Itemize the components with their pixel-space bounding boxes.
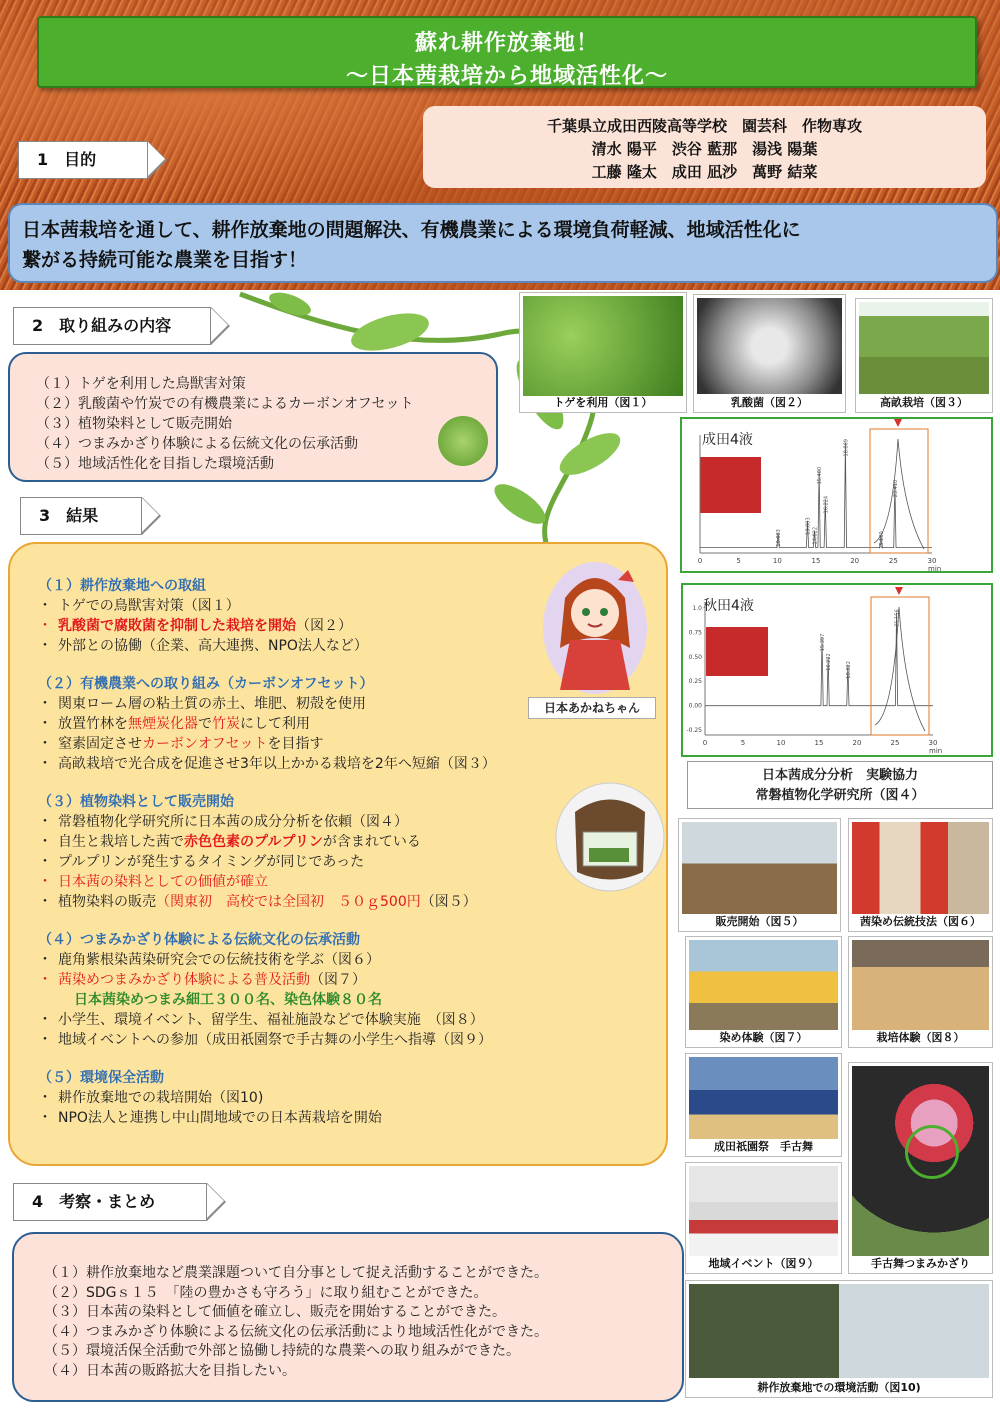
figure5-photo: 販売開始（図５） [678,818,841,932]
analysis-line2: 常磐植物化学研究所（図４） [755,788,925,803]
chart1-title: 成田4液 [702,432,753,448]
x-tick-label: 25 [890,739,900,747]
peak-label: 13.883 [805,517,812,535]
result-heading-2: （２）有機農業への取り組み（カーボンオフセット） [38,676,374,692]
peak-label: 25.180 [878,531,885,549]
conclusions-box [12,1232,684,1402]
section4-heading [13,1183,207,1221]
conclusion-item: （５）環境活保全活動で外部と協働し持続的な農業への取り組みができた。 [44,1343,520,1360]
x-tick-label: 15 [814,739,824,747]
result-item: ・ 高畝栽培で光合成を促進させ3年以上かかる栽培を2年へ短縮（図３） [38,756,496,772]
x-tick-label: 10 [772,557,782,565]
figure8-photo: 栽培体験（図８） [848,936,993,1048]
title-line1: 蘇れ耕作放棄地！ [414,31,599,56]
y-tick-label: 0.50 [688,653,702,661]
analysis-line1: 日本茜成分分析 実験協力 [761,768,918,783]
leaf-photo-icon [438,416,488,466]
figure9-photo: 地域イベント（図９） [685,1162,842,1274]
result-item: ・ 常磐植物化学研究所に日本茜の成分分析を依頼（図４） [38,814,408,830]
figure2-photo: 乳酸菌（図２） [693,294,846,413]
peak-label: 18.809 [843,439,850,457]
activity-item: （２）乳酸菌や竹炭での有機農業によるカーボンオフセット [36,396,414,412]
result-item: ・ 乳酸菌で腐敗菌を抑制した栽培を開始（図２） [38,618,352,634]
x-tick-label: 30 [928,739,938,747]
result-item: ・ プルプリンが発生するタイミングが同じであった [38,854,365,870]
conclusion-item: （４）つまみかざり体験による伝統文化の伝承活動により地域活性化ができた。 [44,1323,548,1340]
mascot-label: 日本あかねちゃん [528,697,656,719]
result-item: ・ 耕作放棄地での栽培開始（図10) [38,1090,264,1106]
y-tick-label: 0.75 [688,629,702,637]
purpose-line2: 繋がる持続可能な農業を目指す！ [22,249,308,271]
result-heading-3: （３）植物染料として販売開始 [38,794,234,810]
figure1-photo: トゲを利用（図１） [519,292,687,413]
conclusion-item: （２）SDGｓ１５ 「陸の豊かさも守ろう」に取り組むことができた。 [44,1284,488,1301]
x-tick-label: 5 [740,739,746,747]
author-names-1: 清水 陽平 渋谷 藍那 湯浅 陽葉 [591,140,818,158]
poster-title [37,16,977,88]
result-item: ・ トゲでの鳥獣害対策（図１） [38,598,240,614]
x-tick-label: 25 [888,557,898,565]
y-tick-label: 1.0 [692,604,702,612]
result-heading-1: （１）耕作放棄地への取組 [38,578,206,594]
result-item: ・ 放置竹林を無煙炭化器で竹炭にして利用 [38,716,310,732]
peak-label: 16.224 [823,495,830,514]
result-item: ・ 地域イベントへの参加（成田祇園祭で手古舞の小学生へ指導（図９） [38,1032,492,1048]
product-photo [555,782,665,892]
activity-item: （３）植物染料として販売開始 [36,416,232,432]
figure3-photo: 高畝栽培（図３） [855,298,993,413]
section2-heading [13,307,211,345]
results-box [8,542,668,1166]
section3-label: 3 結果 [39,506,99,525]
x-tick-label: 30 [927,557,937,565]
conclusion-item: （４）日本茜の販路拡大を目指したい。 [44,1362,296,1379]
result-heading-5: （５）環境保全活動 [38,1070,164,1086]
conclusion-item: （１）耕作放棄地など農業課題ついて自分事として捉え活動することができた。 [44,1265,548,1281]
analysis-credit [687,761,993,809]
activity-item: （４）つまみかざり体験による伝統文化の伝承活動 [36,436,358,452]
chromatogram-chart-2 [681,583,993,757]
figure7-photo: 染め体験（図７） [685,936,842,1048]
y-tick-label: 0.25 [688,678,702,686]
peak-label: 25.156 [894,609,901,627]
peak-label: 14.822 [812,526,819,545]
author-names-2: 工藤 隆太 成田 凪沙 萬野 結菜 [591,163,818,181]
result-item: ・ 茜染めつまみかざり体験による普及活動（図７） [38,972,366,988]
result-item: ・ 外部との協働（企業、高大連携、NPO法人など） [38,638,368,654]
section2-label: 2 取り組みの内容 [32,316,172,335]
x-tick-label: 0 [697,557,703,565]
peak-label: 10.083 [776,529,783,547]
section3-heading [20,497,142,535]
section1-label: 1 目的 [37,150,97,169]
peak-label: 15.397 [820,633,827,652]
x-tick-label: 20 [850,557,860,565]
x-tick-label: 15 [811,557,821,565]
peak-label: 18.822 [845,661,852,679]
chromatogram-chart-1 [680,417,993,573]
mascot-illustration [540,558,650,698]
activities-box [8,352,498,482]
result-item: ・ 窒素固定させカーボンオフセットを目指す [38,736,324,752]
purpose-line1: 日本茜栽培を通して、耕作放棄地の問題解決、有機農業による環境負荷軽減、地域活性化に [22,219,801,241]
peak-label: 15.400 [817,466,824,485]
peak-label: 16.222 [826,653,833,671]
chart1-plot [682,419,991,571]
x-axis-label: min [928,565,942,571]
conclusion-item: （３）日本茜の染料として価値を確立し、販売を開始することができた。 [44,1304,506,1321]
title-line2: ～日本茜栽培から地域活性化～ [345,64,668,89]
school-name: 千葉県立成田西陵高等学校 園芸科 作物専攻 [546,117,862,135]
result-item: ・ 自生と栽培した茜で赤色色素のプルプリンが含まれている [38,834,421,850]
kanzashi-photo: 手古舞つまみかざり [848,1062,993,1274]
result-item: ・ 鹿角紫根染茜染研究会での伝統技術を学ぶ（図６） [38,952,380,968]
chart2-plot [683,585,991,755]
result-item: ・ 関東ローム層の粘土質の赤土、堆肥、籾殻を使用 [38,696,366,712]
figure10-photo: 耕作放棄地での環境活動（図10) [685,1280,993,1398]
result-item: ・ NPO法人と連携し中山間地域での日本茜栽培を開始 [38,1110,382,1126]
x-tick-label: 0 [702,739,708,747]
y-tick-label: 0.00 [688,702,702,710]
result-item: ・ 植物染料の販売（関東初 高校では全国初 ５０ｇ500円（図５） [38,894,477,910]
peak-arrow-icon [894,419,902,427]
x-tick-label: 5 [736,557,741,565]
activity-item: （５）地域活性化を目指した環境活動 [36,456,274,472]
chart2-title: 秋田4液 [703,598,754,614]
result-item: ・ 小学生、環境イベント、留学生、福祉施設などで体験実施 （図８） [38,1012,484,1028]
purpose-box [8,203,998,283]
x-tick-label: 20 [852,739,862,747]
section1-heading [18,141,148,179]
result-item-highlight: 日本茜染めつまみ細工３００名、染色体験８０名 [74,992,382,1008]
authors-box [423,106,986,188]
activity-item: （１）トゲを利用した鳥獣害対策 [36,376,246,392]
gion-festival-photo: 成田祇園祭 手古舞 [685,1053,842,1157]
peak-arrow-icon [895,587,903,595]
x-tick-label: 10 [776,739,786,747]
peak-label: 23.410 [892,479,899,498]
figure6-photo: 茜染め伝統技法（図６） [848,818,993,932]
section4-label: 4 考察・まとめ [32,1192,156,1211]
result-item: ・ 日本茜の染料としての価値が確立 [38,874,268,890]
result-heading-4: （４）つまみかざり体験による伝統文化の伝承活動 [38,932,360,948]
y-tick-label: -0.25 [686,727,702,735]
x-axis-label: min [929,747,943,755]
